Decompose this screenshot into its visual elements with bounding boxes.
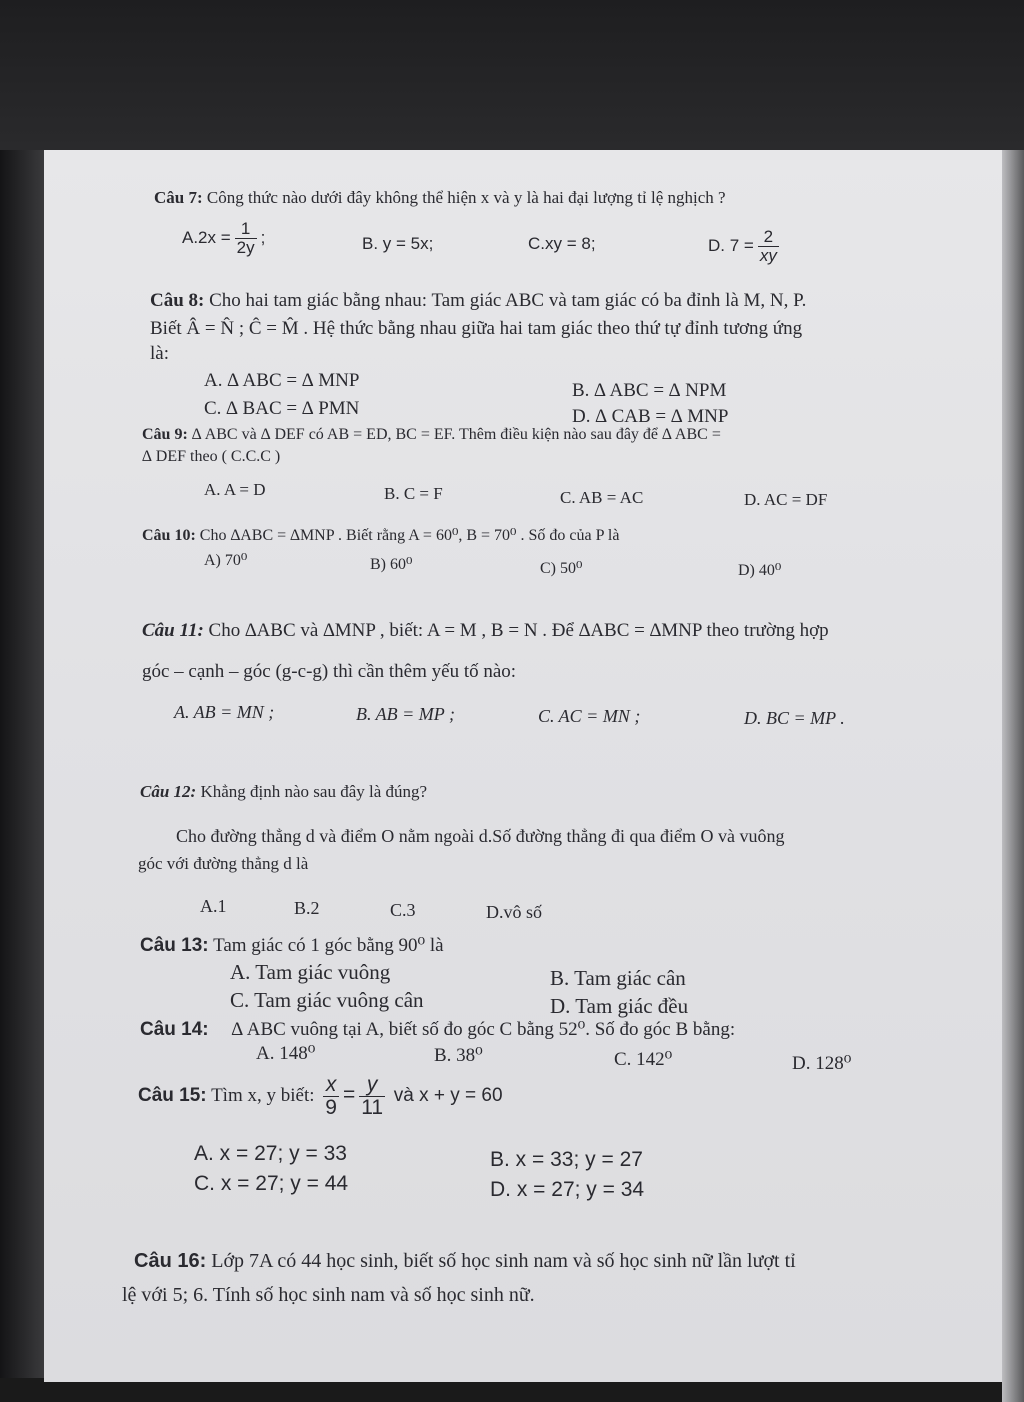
question-label: Câu 11: — [142, 620, 204, 641]
question-text: ∆ ABC vuông tại A, biết số đo góc C bằng 52⁰. Số đo góc B bằng: — [231, 1019, 736, 1040]
question-text: Khẳng định nào sau đây là đúng? — [200, 782, 428, 801]
fraction-y-over-11: $\frac{y}{11}$ — [361, 1073, 384, 1120]
question-text: Lớp 7A có 44 học sinh, biết số học sinh nam và số học sinh nữ lần lượt tỉ — [211, 1250, 796, 1272]
option-d: D) 40⁰ — [738, 562, 782, 579]
question-text: Tìm x, y biết: — [211, 1084, 315, 1106]
paper-edge — [1002, 150, 1024, 1402]
option-c: C. Tam giác vuông cân — [230, 988, 424, 1012]
option-b: B. x = 33; y = 27 — [490, 1148, 643, 1171]
option-c: C. 142⁰ — [614, 1049, 673, 1070]
option-c: C. x = 27; y = 44 — [194, 1172, 349, 1195]
option-b: B.2 — [294, 898, 320, 918]
option-d: D. AC = DF — [744, 490, 828, 509]
option-c: C. ∆ BAC = ∆ PMN — [204, 398, 360, 419]
question-text-line-2: Biết Â = N̂ ; Ĉ = M̂ . Hệ thức bằng nhau giữa hai tam giác theo thứ tự đỉnh tương ứng — [150, 318, 803, 339]
question-label: Câu 10: — [142, 527, 196, 544]
question-text: Cho ∆ABC và ∆MNP , biết: A = M , B = N . Để ∆ABC = ∆MNP theo trường hợp — [208, 620, 829, 641]
fraction-x-over-9: $\frac{x}{9}$ — [325, 1073, 337, 1120]
option-b: B. Tam giác cân — [550, 966, 686, 990]
option-b: B. ∆ ABC = ∆ NPM — [572, 380, 727, 401]
option-a: A.1 — [200, 896, 227, 916]
option-d: D. BC = MP . — [744, 708, 845, 728]
question-text: ∆ ABC và ∆ DEF có AB = ED, BC = EF. Thêm điều kiện nào sau đây để ∆ ABC = — [191, 426, 721, 443]
question-text-line-2: Cho đường thẳng d và điểm O nằm ngoài d.Số đường thẳng đi qua điểm O và vuông — [176, 826, 785, 846]
question-text: Công thức nào dưới đây không thể hiện x và y là hai đại lượng tỉ lệ nghịch ? — [206, 188, 726, 207]
option-a: A.2x = $\frac{1}{2y}$ ; — [182, 219, 266, 257]
question-text: Cho hai tam giác bằng nhau: Tam giác ABC và tam giác có ba đỉnh là M, N, P. — [209, 290, 807, 311]
option-d: D.vô số — [486, 902, 543, 922]
fraction: $\frac{2}{xy}$ — [759, 227, 777, 265]
exam-paper: Câu 7: Công thức nào dưới đây không thể hiện x và y là hai đại lượng tỉ lệ nghịch ? A.2x = $\frac{1}{2y}$ ; B. y = 5x; C.xy = 8; D. 7 = $\frac{2}{xy}$ Câu 8: Cho hai tam giác bằng nhau: Tam giác ABC và tam giác có ba đỉnh là M, N, P. Biết Â = N̂ ; Ĉ = M̂ . Hệ thức bằng nhau giữa hai tam giác theo thứ tự đỉnh tương ứng là: A. ∆ ABC = ∆ MNP B. ∆ ABC = ∆ NPM C. ∆ BAC = ∆ PMN D. ∆ CAB = ∆ MNP Câu 9: ∆ ABC và ∆ DEF có AB = ED, BC = EF. Thêm điều kiện nào sau đây để ∆ ABC = ∆ DEF theo ( C.C.C ) A. A = D B. C = F C. AB = AC D. AC = DF Câu 10: Cho ∆ABC = ∆MNP . Biết rằng A = 60⁰, B = 70⁰ . Số đo của P là A) 70⁰ B) 60⁰ C) 50⁰ D) 40⁰ Câu 11: Cho ∆ABC và ∆MNP , biết: A = M , B = N . Để ∆ABC = ∆MNP theo trường hợp góc – cạnh – góc (g-c-g) thì cần thêm yếu tố nào: A. AB = MN ; B. AB = MP ; C. AC = MN ; D. BC = MP . Câu 12: Khẳng định nào sau đây là đúng? Cho đường thẳng d và điểm O nằm ngoài d.Số đường thẳng đi qua điểm O và vuông góc với đường thẳng d là A.1 B.2 C.3 D.vô số Câu 13: Tam giác có 1 góc bằng 90⁰ là A. Tam giác vuông B. Tam giác cân C. Tam giác vuông cân D. Tam giác đều Câu 14: ∆ ABC vuông tại A, biết số đo góc C bằng 52⁰. Số đo góc B bằng: A. 148⁰ B. 38⁰ C. 142⁰ D. 128⁰ Câu 15: Tìm x, y biết: $\frac{x}{9}$ = $\frac{y}{11}$ và x + y = 60 A. x = 27; y = 33 B. x = 33; y = 27 C. x = 27; y = 44 D. x = 27; y = 34 Câu 16: Lớp 7A có 44 học sinh, biết số học sinh nam và số học sinh nữ lần lượt tỉ lệ với 5; 6. Tính số học sinh nam và số học sinh nữ. — [44, 150, 1002, 1382]
question-label: Câu 13: — [140, 935, 209, 956]
option-a: A. ∆ ABC = ∆ MNP — [204, 370, 360, 391]
option-a: A. x = 27; y = 33 — [194, 1142, 347, 1165]
option-b: B. AB = MP ; — [356, 704, 455, 724]
option-b: B. C = F — [384, 484, 443, 503]
fraction: $\frac{1}{2y}$ — [236, 219, 255, 257]
option-c: C.3 — [390, 900, 416, 920]
question-text: Tam giác có 1 góc bằng 90⁰ là — [213, 935, 444, 956]
question-label: Câu 15: — [138, 1084, 207, 1106]
question-label: Câu 7: — [154, 188, 203, 207]
background-top — [0, 0, 1024, 150]
option-c: C.xy = 8; — [528, 234, 596, 253]
option-c: C) 50⁰ — [540, 560, 583, 577]
option-b: B. 38⁰ — [434, 1045, 483, 1066]
question-text-line-2: góc – cạnh – góc (g-c-g) thì cần thêm yếu tố nào: — [142, 661, 517, 682]
question-label: Câu 12: — [140, 782, 197, 801]
option-a: A. AB = MN ; — [174, 702, 275, 722]
question-label: Câu 16: — [134, 1250, 207, 1272]
question-label: Câu 9: — [142, 426, 188, 443]
option-d: D. 128⁰ — [792, 1053, 852, 1074]
option-b: B. y = 5x; — [362, 234, 434, 253]
option-d: D. ∆ CAB = ∆ MNP — [572, 406, 729, 427]
option-b: B) 60⁰ — [370, 556, 413, 573]
question-label: Câu 8: — [150, 290, 205, 311]
option-a: A. Tam giác vuông — [230, 960, 391, 984]
question-text-line-3: góc với đường thẳng d là — [138, 854, 309, 873]
option-d: D. 7 = $\frac{2}{xy}$ — [708, 227, 777, 265]
question-text: Cho ∆ABC = ∆MNP . Biết rằng A = 60⁰, B = 70⁰ . Số đo của P là — [199, 527, 620, 544]
question-label: Câu 14: — [140, 1019, 209, 1040]
option-c: C. AB = AC — [560, 488, 644, 507]
option-d: D. Tam giác đều — [550, 994, 689, 1018]
question-text-line-2: lệ với 5; 6. Tính số học sinh nam và số học sinh nữ. — [122, 1284, 535, 1306]
question-text-line-3: là: — [150, 343, 169, 364]
option-a: A. 148⁰ — [256, 1043, 316, 1064]
background-left — [0, 150, 44, 1402]
option-d: D. x = 27; y = 34 — [490, 1178, 645, 1201]
option-a: A) 70⁰ — [204, 552, 248, 569]
option-a: A. A = D — [204, 480, 266, 499]
question-text-line-2: ∆ DEF theo ( C.C.C ) — [142, 448, 281, 465]
option-c: C. AC = MN ; — [538, 706, 641, 726]
